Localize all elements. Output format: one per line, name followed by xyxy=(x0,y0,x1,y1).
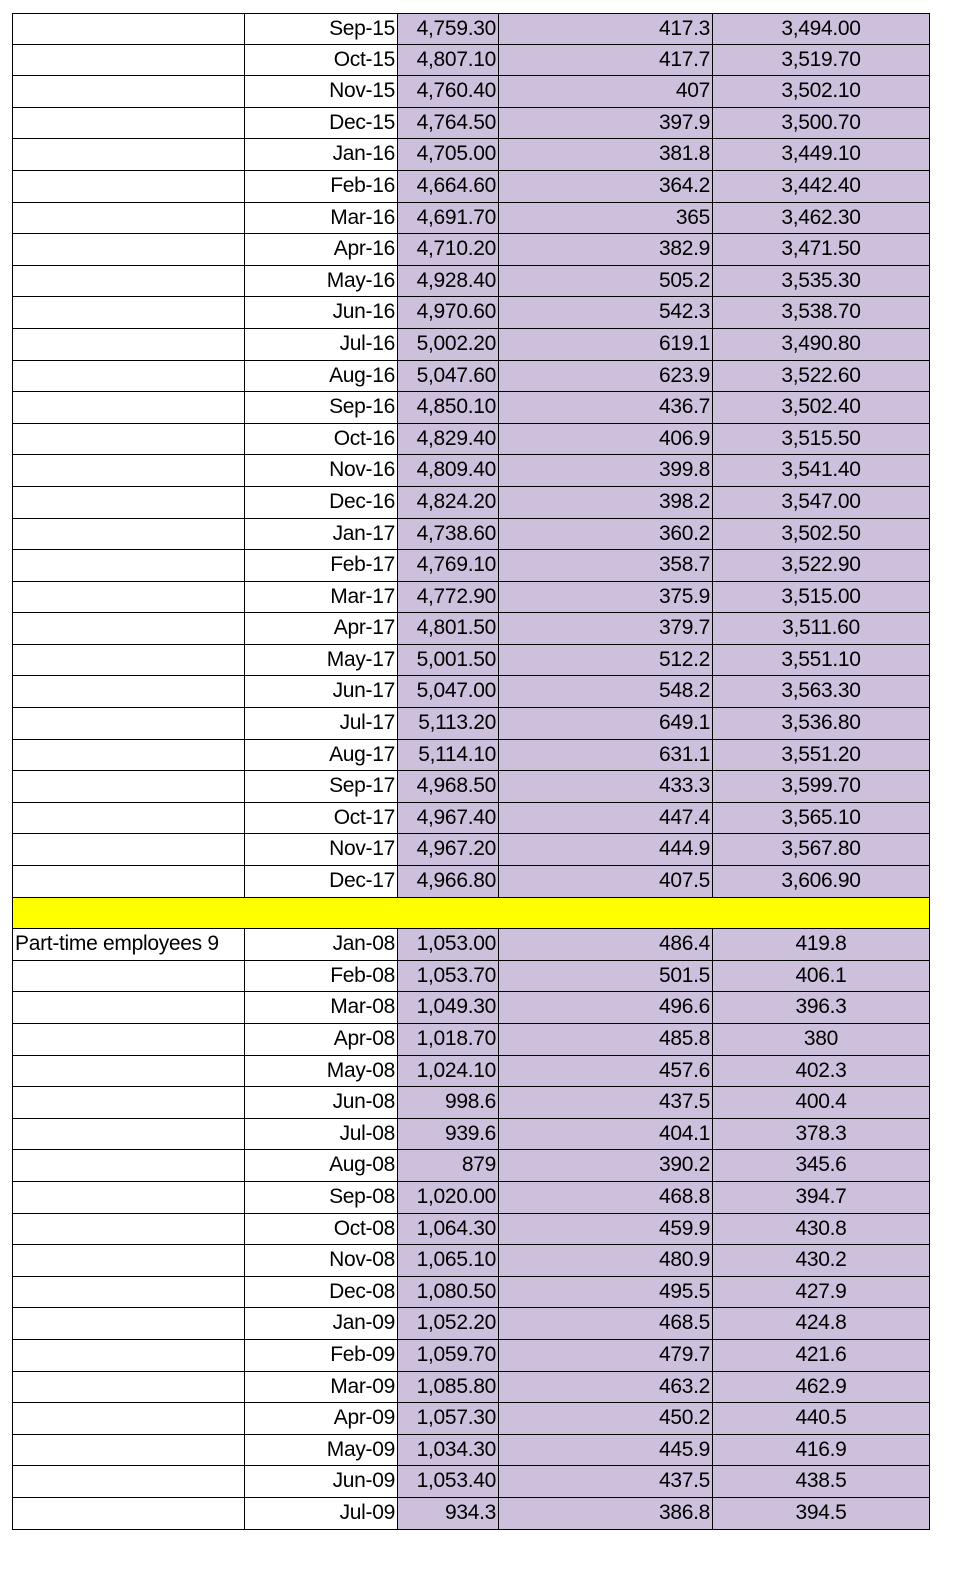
table-row xyxy=(12,203,930,235)
date-cell[interactable]: Oct-15 xyxy=(245,45,398,77)
table-row xyxy=(12,139,930,171)
total-value-cell[interactable]: 4,970.60 xyxy=(398,297,499,329)
row-label-cell[interactable] xyxy=(12,740,245,772)
date-cell[interactable]: Jul-08 xyxy=(245,1119,398,1151)
table-row xyxy=(12,1308,930,1340)
table-row xyxy=(12,424,930,456)
date-cell[interactable]: Nov-17 xyxy=(245,834,398,866)
row-label-cell[interactable] xyxy=(12,1214,245,1246)
date-cell[interactable]: Feb-08 xyxy=(245,961,398,993)
row-label-cell[interactable] xyxy=(12,1182,245,1214)
date-cell[interactable]: Feb-17 xyxy=(245,550,398,582)
row-label-cell[interactable] xyxy=(12,1308,245,1340)
table-row xyxy=(12,1024,930,1056)
row-label-cell[interactable] xyxy=(12,866,245,898)
total-value-cell[interactable]: 4,966.80 xyxy=(398,866,499,898)
row-label-cell[interactable] xyxy=(12,519,245,551)
value-b-cell[interactable]: 3,547.00 xyxy=(713,487,930,519)
date-cell[interactable]: Mar-08 xyxy=(245,992,398,1024)
total-value-cell[interactable]: 4,738.60 xyxy=(398,519,499,551)
value-a-cell[interactable]: 542.3 xyxy=(499,297,713,329)
value-b-cell[interactable]: 380 xyxy=(713,1024,930,1056)
total-value-cell[interactable]: 1,024.10 xyxy=(398,1056,499,1088)
table-row xyxy=(12,645,930,677)
row-label-cell[interactable] xyxy=(12,1466,245,1498)
value-a-cell[interactable]: 512.2 xyxy=(499,645,713,677)
value-a-cell[interactable]: 459.9 xyxy=(499,1214,713,1246)
row-label-cell[interactable]: Part-time employees 9 xyxy=(12,929,245,961)
table-row xyxy=(12,329,930,361)
date-cell[interactable]: Jun-16 xyxy=(245,297,398,329)
total-value-cell[interactable]: 5,114.10 xyxy=(398,740,499,772)
date-cell[interactable]: Oct-08 xyxy=(245,1214,398,1246)
value-b-cell[interactable]: 421.6 xyxy=(713,1340,930,1372)
table-row xyxy=(12,1372,930,1404)
table-row xyxy=(12,803,930,835)
row-label-cell[interactable] xyxy=(12,1245,245,1277)
total-value-cell[interactable]: 4,824.20 xyxy=(398,487,499,519)
total-value-cell[interactable]: 1,034.30 xyxy=(398,1435,499,1467)
row-label-cell[interactable] xyxy=(12,45,245,77)
table-row xyxy=(12,1435,930,1467)
value-b-cell[interactable]: 3,471.50 xyxy=(713,234,930,266)
row-label-cell[interactable] xyxy=(12,203,245,235)
total-value-cell[interactable]: 5,047.60 xyxy=(398,361,499,393)
total-value-cell[interactable]: 1,049.30 xyxy=(398,992,499,1024)
date-cell[interactable]: May-17 xyxy=(245,645,398,677)
value-b-cell[interactable]: 3,462.30 xyxy=(713,203,930,235)
value-a-cell[interactable]: 548.2 xyxy=(499,676,713,708)
date-cell[interactable]: Aug-16 xyxy=(245,361,398,393)
value-b-cell[interactable]: 3,606.90 xyxy=(713,866,930,898)
value-a-cell[interactable]: 623.9 xyxy=(499,361,713,393)
date-cell[interactable]: Jul-09 xyxy=(245,1498,398,1530)
value-b-cell[interactable]: 419.8 xyxy=(713,929,930,961)
date-cell[interactable]: Feb-16 xyxy=(245,171,398,203)
table-row xyxy=(12,108,930,140)
value-a-cell[interactable]: 404.1 xyxy=(499,1119,713,1151)
value-a-cell[interactable]: 386.8 xyxy=(499,1498,713,1530)
total-value-cell[interactable]: 1,052.20 xyxy=(398,1308,499,1340)
value-a-cell[interactable]: 417.3 xyxy=(499,13,713,45)
row-label-cell[interactable] xyxy=(12,171,245,203)
value-a-cell[interactable]: 375.9 xyxy=(499,582,713,614)
row-label-cell[interactable] xyxy=(12,1403,245,1435)
date-cell[interactable]: Sep-17 xyxy=(245,771,398,803)
value-b-cell[interactable]: 3,515.50 xyxy=(713,424,930,456)
date-cell[interactable]: Mar-16 xyxy=(245,203,398,235)
value-b-cell[interactable]: 3,442.40 xyxy=(713,171,930,203)
table-row xyxy=(12,455,930,487)
date-cell[interactable]: Dec-16 xyxy=(245,487,398,519)
date-cell[interactable]: Dec-15 xyxy=(245,108,398,140)
row-label-cell[interactable] xyxy=(12,108,245,140)
table-row xyxy=(12,1340,930,1372)
total-value-cell[interactable]: 1,085.80 xyxy=(398,1372,499,1404)
value-b-cell[interactable]: 406.1 xyxy=(713,961,930,993)
value-a-cell[interactable]: 468.5 xyxy=(499,1308,713,1340)
table-row xyxy=(12,992,930,1024)
total-value-cell[interactable]: 4,801.50 xyxy=(398,613,499,645)
value-b-cell[interactable]: 396.3 xyxy=(713,992,930,1024)
row-label-cell[interactable] xyxy=(12,297,245,329)
date-cell[interactable]: Jul-16 xyxy=(245,329,398,361)
value-a-cell[interactable]: 619.1 xyxy=(499,329,713,361)
date-cell[interactable]: Jul-17 xyxy=(245,708,398,740)
value-b-cell[interactable]: 3,515.00 xyxy=(713,582,930,614)
table-row xyxy=(12,961,930,993)
row-label-cell[interactable] xyxy=(12,1087,245,1119)
total-value-cell[interactable]: 1,053.40 xyxy=(398,1466,499,1498)
table-row xyxy=(12,1245,930,1277)
date-cell[interactable]: Apr-16 xyxy=(245,234,398,266)
date-cell[interactable]: Jan-08 xyxy=(245,929,398,961)
row-label-cell[interactable] xyxy=(12,329,245,361)
value-b-cell[interactable]: 402.3 xyxy=(713,1056,930,1088)
row-label-cell[interactable] xyxy=(12,645,245,677)
value-a-cell[interactable]: 485.8 xyxy=(499,1024,713,1056)
row-label-cell[interactable] xyxy=(12,361,245,393)
total-value-cell[interactable]: 934.3 xyxy=(398,1498,499,1530)
row-label-cell[interactable] xyxy=(12,961,245,993)
value-b-cell[interactable]: 3,565.10 xyxy=(713,803,930,835)
value-b-cell[interactable]: 3,511.60 xyxy=(713,613,930,645)
value-b-cell[interactable]: 3,519.70 xyxy=(713,45,930,77)
date-cell[interactable]: Jan-09 xyxy=(245,1308,398,1340)
table-row xyxy=(12,613,930,645)
value-b-cell[interactable]: 3,502.50 xyxy=(713,519,930,551)
total-value-cell[interactable]: 4,807.10 xyxy=(398,45,499,77)
value-b-cell[interactable]: 3,502.10 xyxy=(713,76,930,108)
date-cell[interactable]: Dec-08 xyxy=(245,1277,398,1309)
table-row xyxy=(12,171,930,203)
value-b-cell[interactable]: 378.3 xyxy=(713,1119,930,1151)
value-b-cell[interactable]: 3,490.80 xyxy=(713,329,930,361)
value-b-cell[interactable]: 3,567.80 xyxy=(713,834,930,866)
table-row xyxy=(12,834,930,866)
table-row xyxy=(12,929,930,961)
date-cell[interactable]: Oct-16 xyxy=(245,424,398,456)
table-row xyxy=(12,550,930,582)
table-row xyxy=(12,266,930,298)
date-cell[interactable]: Jan-17 xyxy=(245,519,398,551)
value-a-cell[interactable]: 364.2 xyxy=(499,171,713,203)
table-row xyxy=(12,297,930,329)
value-a-cell[interactable]: 463.2 xyxy=(499,1372,713,1404)
value-a-cell[interactable]: 399.8 xyxy=(499,455,713,487)
table-row xyxy=(12,519,930,551)
table-row xyxy=(12,1182,930,1214)
total-value-cell[interactable]: 1,053.70 xyxy=(398,961,499,993)
row-label-cell[interactable] xyxy=(12,139,245,171)
value-b-cell[interactable]: 3,551.20 xyxy=(713,740,930,772)
value-a-cell[interactable]: 397.9 xyxy=(499,108,713,140)
table-row xyxy=(12,392,930,424)
value-b-cell[interactable]: 438.5 xyxy=(713,1466,930,1498)
row-label-cell[interactable] xyxy=(12,1372,245,1404)
date-cell[interactable]: Apr-09 xyxy=(245,1403,398,1435)
table-row xyxy=(12,771,930,803)
value-b-cell[interactable]: 430.2 xyxy=(713,1245,930,1277)
date-cell[interactable]: Aug-08 xyxy=(245,1150,398,1182)
row-label-cell[interactable] xyxy=(12,1119,245,1151)
value-a-cell[interactable]: 445.9 xyxy=(499,1435,713,1467)
row-label-cell[interactable] xyxy=(12,1340,245,1372)
table-row xyxy=(12,708,930,740)
value-a-cell[interactable]: 390.2 xyxy=(499,1150,713,1182)
value-a-cell[interactable]: 406.9 xyxy=(499,424,713,456)
row-label-cell[interactable] xyxy=(12,550,245,582)
total-value-cell[interactable]: 4,928.40 xyxy=(398,266,499,298)
value-b-cell[interactable]: 3,522.90 xyxy=(713,550,930,582)
value-a-cell[interactable]: 382.9 xyxy=(499,234,713,266)
value-a-cell[interactable]: 450.2 xyxy=(499,1403,713,1435)
table-row xyxy=(12,13,930,45)
table-row xyxy=(12,1214,930,1246)
date-cell[interactable]: Apr-17 xyxy=(245,613,398,645)
value-a-cell[interactable]: 457.6 xyxy=(499,1056,713,1088)
total-value-cell[interactable]: 4,759.30 xyxy=(398,13,499,45)
value-b-cell[interactable]: 424.8 xyxy=(713,1308,930,1340)
row-label-cell[interactable] xyxy=(12,487,245,519)
value-a-cell[interactable]: 398.2 xyxy=(499,487,713,519)
date-cell[interactable]: Mar-17 xyxy=(245,582,398,614)
row-label-cell[interactable] xyxy=(12,1277,245,1309)
total-value-cell[interactable]: 1,080.50 xyxy=(398,1277,499,1309)
row-label-cell[interactable] xyxy=(12,392,245,424)
value-a-cell[interactable]: 437.5 xyxy=(499,1087,713,1119)
row-label-cell[interactable] xyxy=(12,676,245,708)
value-a-cell[interactable]: 486.4 xyxy=(499,929,713,961)
table-row xyxy=(12,676,930,708)
value-a-cell[interactable]: 358.7 xyxy=(499,550,713,582)
row-label-cell[interactable] xyxy=(12,455,245,487)
value-a-cell[interactable]: 437.5 xyxy=(499,1466,713,1498)
value-a-cell[interactable]: 365 xyxy=(499,203,713,235)
row-label-cell[interactable] xyxy=(12,708,245,740)
date-cell[interactable]: Dec-17 xyxy=(245,866,398,898)
table-row xyxy=(12,1150,930,1182)
total-value-cell[interactable]: 4,967.40 xyxy=(398,803,499,835)
total-value-cell[interactable]: 4,664.60 xyxy=(398,171,499,203)
value-b-cell[interactable]: 400.4 xyxy=(713,1087,930,1119)
value-b-cell[interactable]: 394.5 xyxy=(713,1498,930,1530)
total-value-cell[interactable]: 4,764.50 xyxy=(398,108,499,140)
date-cell[interactable]: Apr-08 xyxy=(245,1024,398,1056)
total-value-cell[interactable]: 1,020.00 xyxy=(398,1182,499,1214)
total-value-cell[interactable]: 1,064.30 xyxy=(398,1214,499,1246)
row-label-cell[interactable] xyxy=(12,266,245,298)
value-a-cell[interactable]: 417.7 xyxy=(499,45,713,77)
date-cell[interactable]: Jun-08 xyxy=(245,1087,398,1119)
date-cell[interactable]: Sep-15 xyxy=(245,13,398,45)
total-value-cell[interactable]: 4,705.00 xyxy=(398,139,499,171)
table-row xyxy=(12,45,930,77)
table-row xyxy=(12,1466,930,1498)
table-row xyxy=(12,1498,930,1530)
row-label-cell[interactable] xyxy=(12,234,245,266)
row-label-cell[interactable] xyxy=(12,582,245,614)
value-a-cell[interactable]: 447.4 xyxy=(499,803,713,835)
date-cell[interactable]: Nov-15 xyxy=(245,76,398,108)
value-b-cell[interactable]: 3,449.10 xyxy=(713,139,930,171)
total-value-cell[interactable]: 4,968.50 xyxy=(398,771,499,803)
total-value-cell[interactable]: 4,691.70 xyxy=(398,203,499,235)
table-row xyxy=(12,76,930,108)
value-a-cell[interactable]: 496.6 xyxy=(499,992,713,1024)
value-a-cell[interactable]: 407 xyxy=(499,76,713,108)
value-a-cell[interactable]: 379.7 xyxy=(499,613,713,645)
date-cell[interactable]: Jan-16 xyxy=(245,139,398,171)
total-value-cell[interactable]: 4,809.40 xyxy=(398,455,499,487)
date-cell[interactable]: Jun-17 xyxy=(245,676,398,708)
value-b-cell[interactable]: 3,538.70 xyxy=(713,297,930,329)
date-cell[interactable]: Nov-08 xyxy=(245,1245,398,1277)
value-a-cell[interactable]: 433.3 xyxy=(499,771,713,803)
value-b-cell[interactable]: 462.9 xyxy=(713,1372,930,1404)
total-value-cell[interactable]: 5,002.20 xyxy=(398,329,499,361)
table-row xyxy=(12,1087,930,1119)
row-label-cell[interactable] xyxy=(12,1498,245,1530)
total-value-cell[interactable]: 1,059.70 xyxy=(398,1340,499,1372)
value-b-cell[interactable]: 3,563.30 xyxy=(713,676,930,708)
value-a-cell[interactable]: 407.5 xyxy=(499,866,713,898)
table-row xyxy=(12,866,930,898)
row-label-cell[interactable] xyxy=(12,1056,245,1088)
table-row xyxy=(12,582,930,614)
total-value-cell[interactable]: 1,018.70 xyxy=(398,1024,499,1056)
value-a-cell[interactable]: 505.2 xyxy=(499,266,713,298)
row-label-cell[interactable] xyxy=(12,1435,245,1467)
value-a-cell[interactable]: 479.7 xyxy=(499,1340,713,1372)
value-b-cell[interactable]: 3,536.80 xyxy=(713,708,930,740)
date-cell[interactable]: Nov-16 xyxy=(245,455,398,487)
table-row xyxy=(12,1277,930,1309)
total-value-cell[interactable]: 998.6 xyxy=(398,1087,499,1119)
value-a-cell[interactable]: 649.1 xyxy=(499,708,713,740)
value-a-cell[interactable]: 436.7 xyxy=(499,392,713,424)
date-cell[interactable]: Sep-16 xyxy=(245,392,398,424)
total-value-cell[interactable]: 4,710.20 xyxy=(398,234,499,266)
value-a-cell[interactable]: 495.5 xyxy=(499,1277,713,1309)
total-value-cell[interactable]: 1,057.30 xyxy=(398,1403,499,1435)
value-a-cell[interactable]: 480.9 xyxy=(499,1245,713,1277)
total-value-cell[interactable]: 1,065.10 xyxy=(398,1245,499,1277)
value-b-cell[interactable]: 3,541.40 xyxy=(713,455,930,487)
date-cell[interactable]: Sep-08 xyxy=(245,1182,398,1214)
row-label-cell[interactable] xyxy=(12,803,245,835)
row-label-cell[interactable] xyxy=(12,1024,245,1056)
total-value-cell[interactable]: 5,047.00 xyxy=(398,676,499,708)
table-row xyxy=(12,234,930,266)
row-label-cell[interactable] xyxy=(12,1150,245,1182)
value-a-cell[interactable]: 631.1 xyxy=(499,740,713,772)
value-b-cell[interactable]: 3,551.10 xyxy=(713,645,930,677)
value-b-cell[interactable]: 427.9 xyxy=(713,1277,930,1309)
total-value-cell[interactable]: 4,772.90 xyxy=(398,582,499,614)
row-label-cell[interactable] xyxy=(12,834,245,866)
value-b-cell[interactable]: 3,522.60 xyxy=(713,361,930,393)
total-value-cell[interactable]: 4,760.40 xyxy=(398,76,499,108)
value-b-cell[interactable]: 3,494.00 xyxy=(713,13,930,45)
value-a-cell[interactable]: 468.8 xyxy=(499,1182,713,1214)
date-cell[interactable]: Feb-09 xyxy=(245,1340,398,1372)
date-cell[interactable]: May-09 xyxy=(245,1435,398,1467)
table-row xyxy=(12,1056,930,1088)
date-cell[interactable]: May-08 xyxy=(245,1056,398,1088)
date-cell[interactable]: Jun-09 xyxy=(245,1466,398,1498)
table-row xyxy=(12,740,930,772)
date-cell[interactable]: May-16 xyxy=(245,266,398,298)
value-b-cell[interactable]: 440.5 xyxy=(713,1403,930,1435)
total-value-cell[interactable]: 4,967.20 xyxy=(398,834,499,866)
total-value-cell[interactable]: 4,769.10 xyxy=(398,550,499,582)
value-b-cell[interactable]: 3,599.70 xyxy=(713,771,930,803)
table-row xyxy=(12,487,930,519)
row-label-cell[interactable] xyxy=(12,992,245,1024)
value-a-cell[interactable]: 381.8 xyxy=(499,139,713,171)
total-value-cell[interactable]: 939.6 xyxy=(398,1119,499,1151)
row-label-cell[interactable] xyxy=(12,13,245,45)
row-label-cell[interactable] xyxy=(12,613,245,645)
value-b-cell[interactable]: 3,500.70 xyxy=(713,108,930,140)
value-b-cell[interactable]: 3,535.30 xyxy=(713,266,930,298)
row-label-cell[interactable] xyxy=(12,771,245,803)
section-divider-row xyxy=(12,898,930,930)
value-a-cell[interactable]: 360.2 xyxy=(499,519,713,551)
value-a-cell[interactable]: 444.9 xyxy=(499,834,713,866)
table-row xyxy=(12,1403,930,1435)
date-cell[interactable]: Oct-17 xyxy=(245,803,398,835)
total-value-cell[interactable]: 879 xyxy=(398,1150,499,1182)
total-value-cell[interactable]: 4,829.40 xyxy=(398,424,499,456)
total-value-cell[interactable]: 4,850.10 xyxy=(398,392,499,424)
value-b-cell[interactable]: 430.8 xyxy=(713,1214,930,1246)
value-b-cell[interactable]: 3,502.40 xyxy=(713,392,930,424)
spreadsheet-table xyxy=(12,13,930,1530)
value-b-cell[interactable]: 394.7 xyxy=(713,1182,930,1214)
value-b-cell[interactable]: 345.6 xyxy=(713,1150,930,1182)
table-row xyxy=(12,361,930,393)
row-label-cell[interactable] xyxy=(12,424,245,456)
value-b-cell[interactable]: 416.9 xyxy=(713,1435,930,1467)
date-cell[interactable]: Aug-17 xyxy=(245,740,398,772)
row-label-cell[interactable] xyxy=(12,76,245,108)
total-value-cell[interactable]: 1,053.00 xyxy=(398,929,499,961)
total-value-cell[interactable]: 5,113.20 xyxy=(398,708,499,740)
date-cell[interactable]: Mar-09 xyxy=(245,1372,398,1404)
table-row xyxy=(12,1119,930,1151)
total-value-cell[interactable]: 5,001.50 xyxy=(398,645,499,677)
value-a-cell[interactable]: 501.5 xyxy=(499,961,713,993)
